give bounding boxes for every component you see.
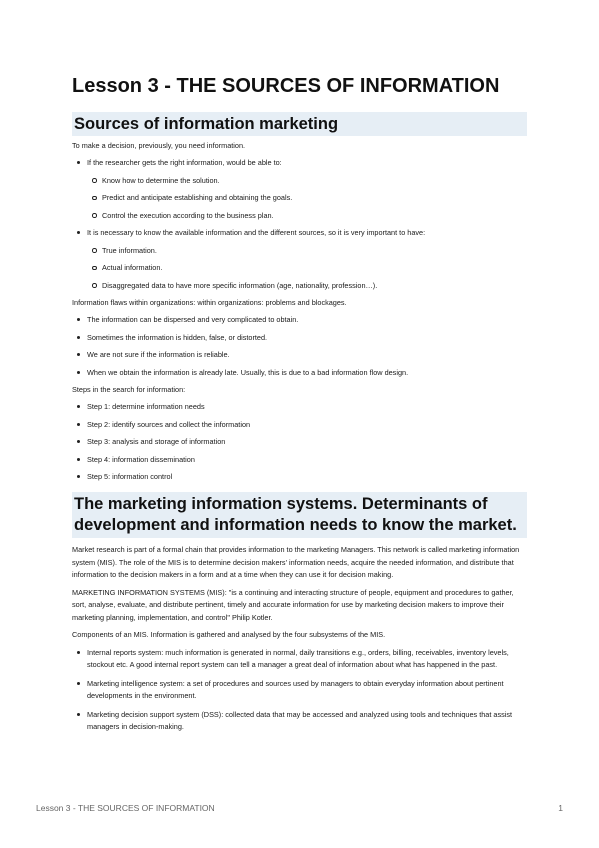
page-title: Lesson 3 - THE SOURCES OF INFORMATION	[72, 75, 500, 97]
sub-list	[87, 245, 527, 291]
list-item	[72, 157, 527, 221]
sub-list-item: Control the execution according to the business plan.	[87, 210, 527, 221]
list-item	[72, 227, 527, 291]
list-item: Marketing decision support system (DSS): collected data that may be accessed and analyzed using tools and techniques that assist managers in decision-making.	[72, 709, 527, 733]
section-heading-sources: Sources of information marketing	[72, 112, 527, 136]
list-item: The information can be dispersed and very complicated to obtain.	[72, 314, 527, 325]
list-item: Marketing intelligence system: a set of procedures and sources used by managers to obtain everyday information about pertinent developments in the environment.	[72, 678, 527, 702]
intro-paragraph: To make a decision, previously, you need information.	[72, 141, 246, 150]
footer-label: Lesson 3 - THE SOURCES OF INFORMATION	[36, 803, 215, 813]
list-item: Internal reports system: much information is generated in normal, daily transitions e.g., orders, billing, receivables, inventory levels, stockout etc. A good internal report system can tell a manager a great deal of information about what has happened in the past.	[72, 647, 527, 671]
sub-list	[87, 175, 527, 221]
list-item-text: If the researcher gets the right information, would be able to:	[87, 158, 282, 167]
list-item: Step 3: analysis and storage of information	[72, 436, 527, 447]
section-heading-mis: The marketing information systems. Determinants of development and information needs to know the market.	[72, 492, 527, 538]
list-item: Step 2: identify sources and collect the information	[72, 419, 527, 430]
page-number: 1	[558, 803, 563, 813]
researcher-list	[72, 157, 527, 291]
list-item: We are not sure if the information is reliable.	[72, 349, 527, 360]
sub-list-item: True information.	[87, 245, 527, 256]
mis-definition-paragraph: MARKETING INFORMATION SYSTEMS (MIS): "is a continuing and interacting structure of people, equipment and procedures to gather, sort, analyse, evaluate, and distribute pertinent, timely and accurate information for use by marketing decision makers to improve their marketing planning, implementation, and control" Philip Kotler.	[72, 587, 514, 622]
sub-list-item: Predict and anticipate establishing and obtaining the goals.	[87, 192, 527, 203]
sub-list-item: Actual information.	[87, 262, 527, 273]
list-item: Sometimes the information is hidden, false, or distorted.	[72, 332, 527, 343]
page-content	[72, 74, 527, 740]
flaws-list	[72, 314, 527, 378]
components-list	[72, 647, 527, 733]
sub-list-item: Know how to determine the solution.	[87, 175, 527, 186]
list-item: Step 1: determine information needs	[72, 401, 527, 412]
steps-list	[72, 401, 527, 482]
flaws-intro: Information flaws within organizations: within organizations: problems and blockages.	[72, 298, 347, 307]
steps-intro: Steps in the search for information:	[72, 385, 186, 394]
mis-paragraph: Market research is part of a formal chain that provides information to the marketing Managers. This network is called marketing information system (MIS). The role of the MIS is to determine decision makers' information needs, acquire the needed information, and distribute that information to the decision makers in a form and at a time when they can use it for decision making.	[72, 545, 520, 579]
list-item-text: It is necessary to know the available information and the different sources, so it is very important to have:	[87, 228, 426, 237]
sub-list-item: Disaggregated data to have more specific information (age, nationality, profession…).	[87, 280, 527, 291]
list-item: Step 4: information dissemination	[72, 454, 527, 465]
list-item: Step 5: information control	[72, 471, 527, 482]
page-footer	[36, 803, 563, 813]
list-item: When we obtain the information is already late. Usually, this is due to a bad information flow design.	[72, 367, 527, 378]
mis-components-intro: Components of an MIS. Information is gathered and analysed by the four subsystems of the MIS.	[72, 630, 386, 639]
